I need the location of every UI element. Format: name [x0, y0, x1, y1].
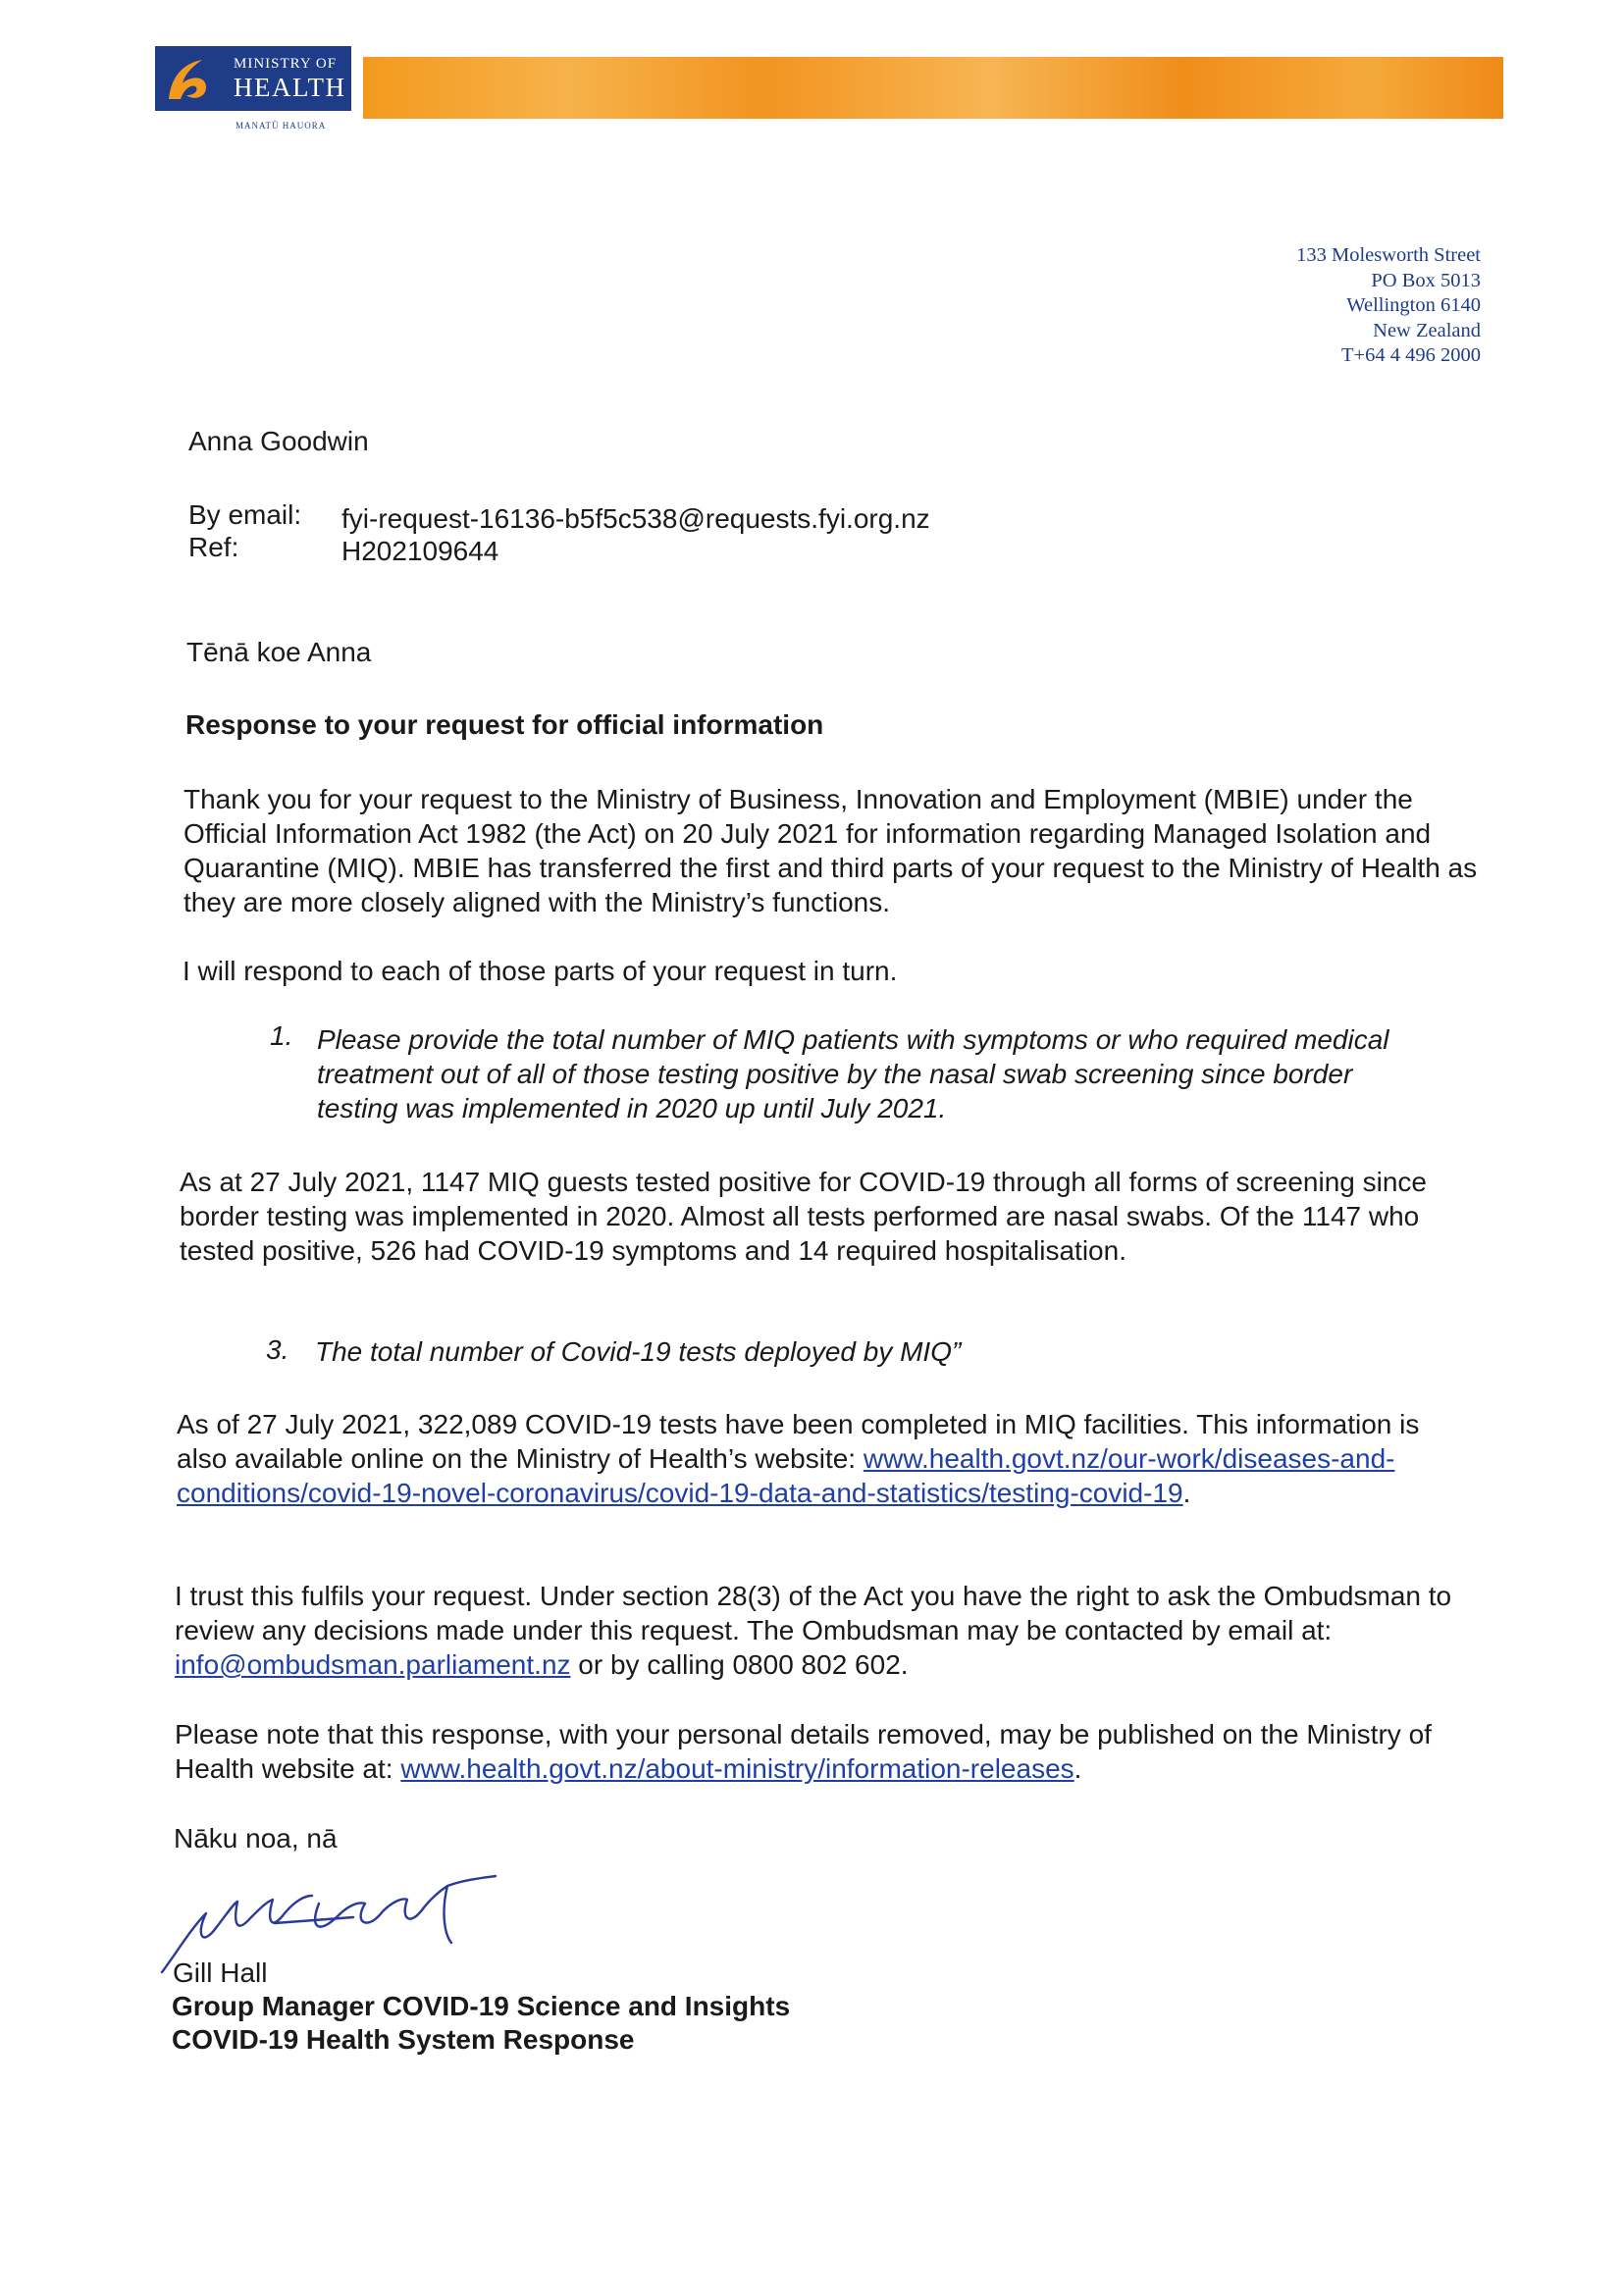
address-street: 133 Molesworth Street	[1296, 244, 1481, 266]
signatory-name: Gill Hall	[173, 1957, 268, 1988]
publish-text: Please note that this response, with your personal details removed, may be published on the Ministry of Health website at:	[175, 1719, 1432, 1784]
answer-3-paragraph	[177, 1407, 1472, 1510]
answer-3-end: .	[1182, 1478, 1191, 1508]
publish-end: .	[1073, 1753, 1082, 1784]
address-po-box: PO Box 5013	[1371, 269, 1481, 291]
ombudsman-end: or by calling 0800 802 602.	[570, 1649, 909, 1680]
email-label: By email:	[188, 499, 302, 530]
question-3-text: The total number of Covid-19 tests deployed by MIQ”	[315, 1336, 962, 1367]
ministry-logo	[155, 46, 351, 111]
signatory-title: Group Manager COVID-19 Science and Insights	[172, 1991, 791, 2021]
question-3-number: 3.	[266, 1334, 289, 1365]
koru-icon	[161, 50, 220, 107]
address-block	[1296, 243, 1481, 369]
respond-paragraph: I will respond to each of those parts of your request in turn.	[183, 956, 898, 986]
ombudsman-email-link[interactable]: info@ombudsman.parliament.nz	[175, 1649, 571, 1680]
greeting: Tēnā koe Anna	[186, 637, 372, 667]
information-releases-link[interactable]: www.health.govt.nz/about-ministry/information-releases	[400, 1753, 1074, 1784]
testing-covid-19-link[interactable]: www.health.govt.nz/our-work/diseases-and-conditions/covid-19-novel-coronavirus/covid-19-data-and-statistics/testing-covid-19	[177, 1443, 1395, 1508]
email-value: fyi-request-16136-b5f5c538@requests.fyi.org.nz	[341, 503, 930, 534]
answer-3-text: As of 27 July 2021, 322,089 COVID-19 tests have been completed in MIQ facilities. This information is also available online on the Ministry of Health’s website:	[177, 1409, 1420, 1474]
publish-paragraph	[175, 1717, 1470, 1786]
closing: Nāku noa, nā	[174, 1823, 338, 1853]
logo-maori-name: MANATŪ HAUORA	[236, 121, 327, 130]
address-phone: T+64 4 496 2000	[1341, 344, 1481, 366]
address-country: New Zealand	[1373, 319, 1481, 341]
logo-ministry-text: MINISTRY OF	[234, 56, 338, 72]
logo-health-text: HEALTH	[234, 73, 346, 102]
ref-label: Ref:	[188, 532, 239, 562]
ombudsman-paragraph	[175, 1579, 1470, 1682]
letterhead-band	[363, 57, 1503, 119]
ombudsman-text: I trust this fulfils your request. Under section 28(3) of the Act you have the right to ask the Ombudsman to review any decisions made under this request. The Ombudsman may be contacted by email at:	[175, 1581, 1452, 1645]
signatory-unit: COVID-19 Health System Response	[172, 2024, 635, 2055]
question-1-number: 1.	[270, 1020, 293, 1051]
recipient-name: Anna Goodwin	[188, 426, 369, 456]
address-city: Wellington 6140	[1346, 294, 1481, 316]
answer-1-paragraph: As at 27 July 2021, 1147 MIQ guests tested positive for COVID-19 through all forms of screening since border testing was implemented in 2020. Almost all tests performed are nasal swabs. Of the 1147 who tested positive, 526 had COVID-19 symptoms and 14 required hospitalisation.	[180, 1167, 1428, 1266]
intro-paragraph: Thank you for your request to the Ministry of Business, Innovation and Employment (MBIE) under the Official Information Act 1982 (the Act) on 20 July 2021 for information regarding Managed Isolation and Quarantine (MIQ). MBIE has transferred the first and third parts of your request to the Ministry of Health as they are more closely aligned with the Ministry’s functions.	[183, 784, 1478, 917]
ref-value: H202109644	[341, 536, 499, 566]
subject-heading: Response to your request for official information	[185, 709, 824, 740]
question-1-text: Please provide the total number of MIQ patients with symptoms or who required medical treatment out of all of those testing positive by the nasal swab screening since border testing was implemented in 2020 up until July 2021.	[317, 1024, 1389, 1123]
